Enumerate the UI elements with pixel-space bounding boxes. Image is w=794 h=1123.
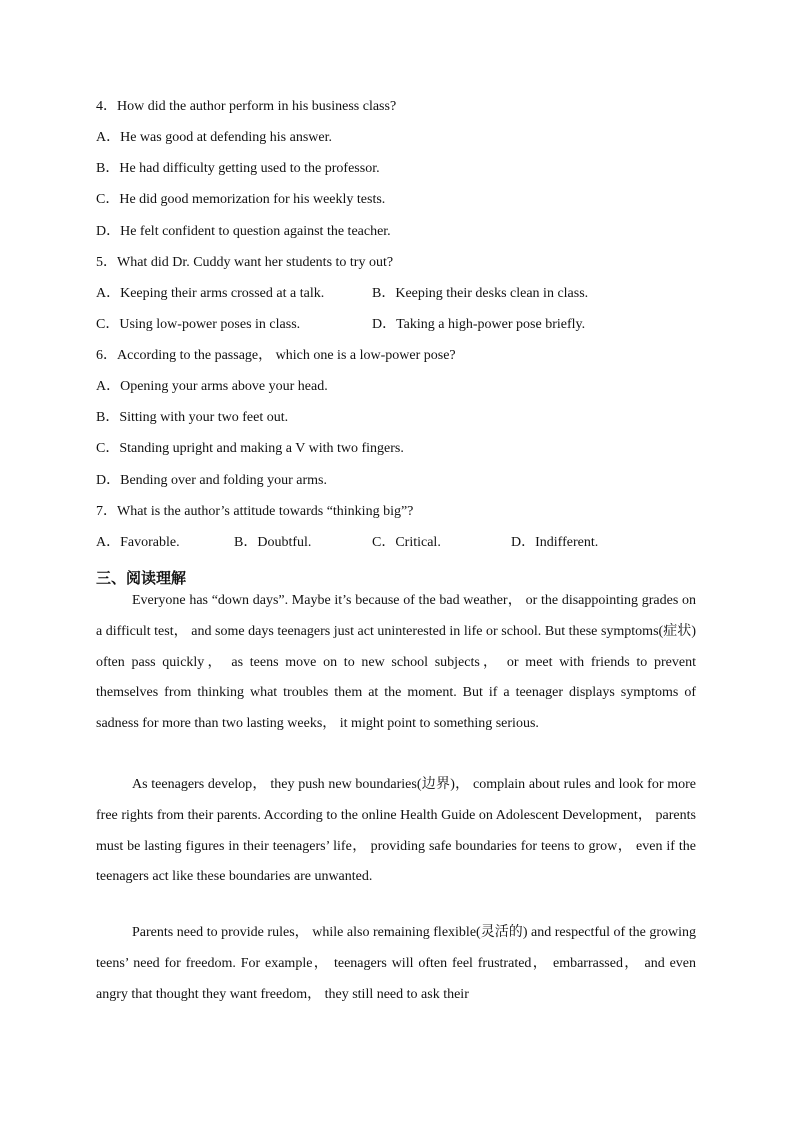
question-4-option-c: C．He did good memorization for his weekly tests. [96,192,386,207]
question-7-option-d: D．Indifferent. [511,535,599,550]
question-7-option-b: B．Doubtful. [234,535,312,550]
question-4-stem: 4．How did the author perform in his business class? [96,99,397,114]
passage-paragraph-3: Parents need to provide rules， while also remaining flexible(灵活的) and respectful of the growing teens’ need for freedom. For example， teenagers will often feel frustrated， embarrassed， and even angry that thought they want freedom， they still need to ask their [96,925,696,1002]
question-6-stem: 6．According to the passage， which one is a low-power pose? [96,348,456,363]
question-6-option-a: A．Opening your arms above your head. [96,379,328,394]
question-5-option-b: B．Keeping their desks clean in class. [372,286,589,301]
question-7-stem: 7．What is the author’s attitude towards “thinking big”? [96,504,414,519]
question-6-option-d: D．Bending over and folding your arms. [96,473,327,488]
question-7-option-a: A．Favorable. [96,535,180,550]
question-5-option-d: D．Taking a high-power pose briefly. [372,317,586,332]
question-5-option-a: A．Keeping their arms crossed at a talk. [96,286,325,301]
question-7-option-c: C．Critical. [372,535,441,550]
question-5-stem: 5．What did Dr. Cuddy want her students to try out? [96,255,394,270]
question-4-option-d: D．He felt confident to question against the teacher. [96,224,391,239]
question-6-option-b: B．Sitting with your two feet out. [96,410,289,425]
question-6-option-c: C．Standing upright and making a V with two fingers. [96,441,404,456]
section-heading: 三、阅读理解 [96,569,187,587]
question-5-option-c: C．Using low-power poses in class. [96,317,301,332]
passage-paragraph-1: Everyone has “down days”. Maybe it’s because of the bad weather， or the disappointing grades on a difficult test， and some days teenagers just act uninterested in life or school. But these symptoms(症状) often pass quickly， as teens move on to new school subjects， or meet with friends to prevent themselves from thinking what troubles them at the moment. But if a teenager displays symptoms of sadness for more than two lasting weeks， it might point to something serious. [96,593,696,732]
passage-paragraph-2: As teenagers develop， they push new boundaries(边界)， complain about rules and look for more free rights from their parents. According to the online Health Guide on Adolescent Development， parents must be lasting figures in their teenagers’ life， providing safe boundaries for teens to grow， even if the teenagers act like these boundaries are unwanted. [96,777,696,885]
question-4-option-a: A．He was good at defending his answer. [96,130,333,145]
question-4-option-b: B．He had difficulty getting used to the professor. [96,161,380,176]
